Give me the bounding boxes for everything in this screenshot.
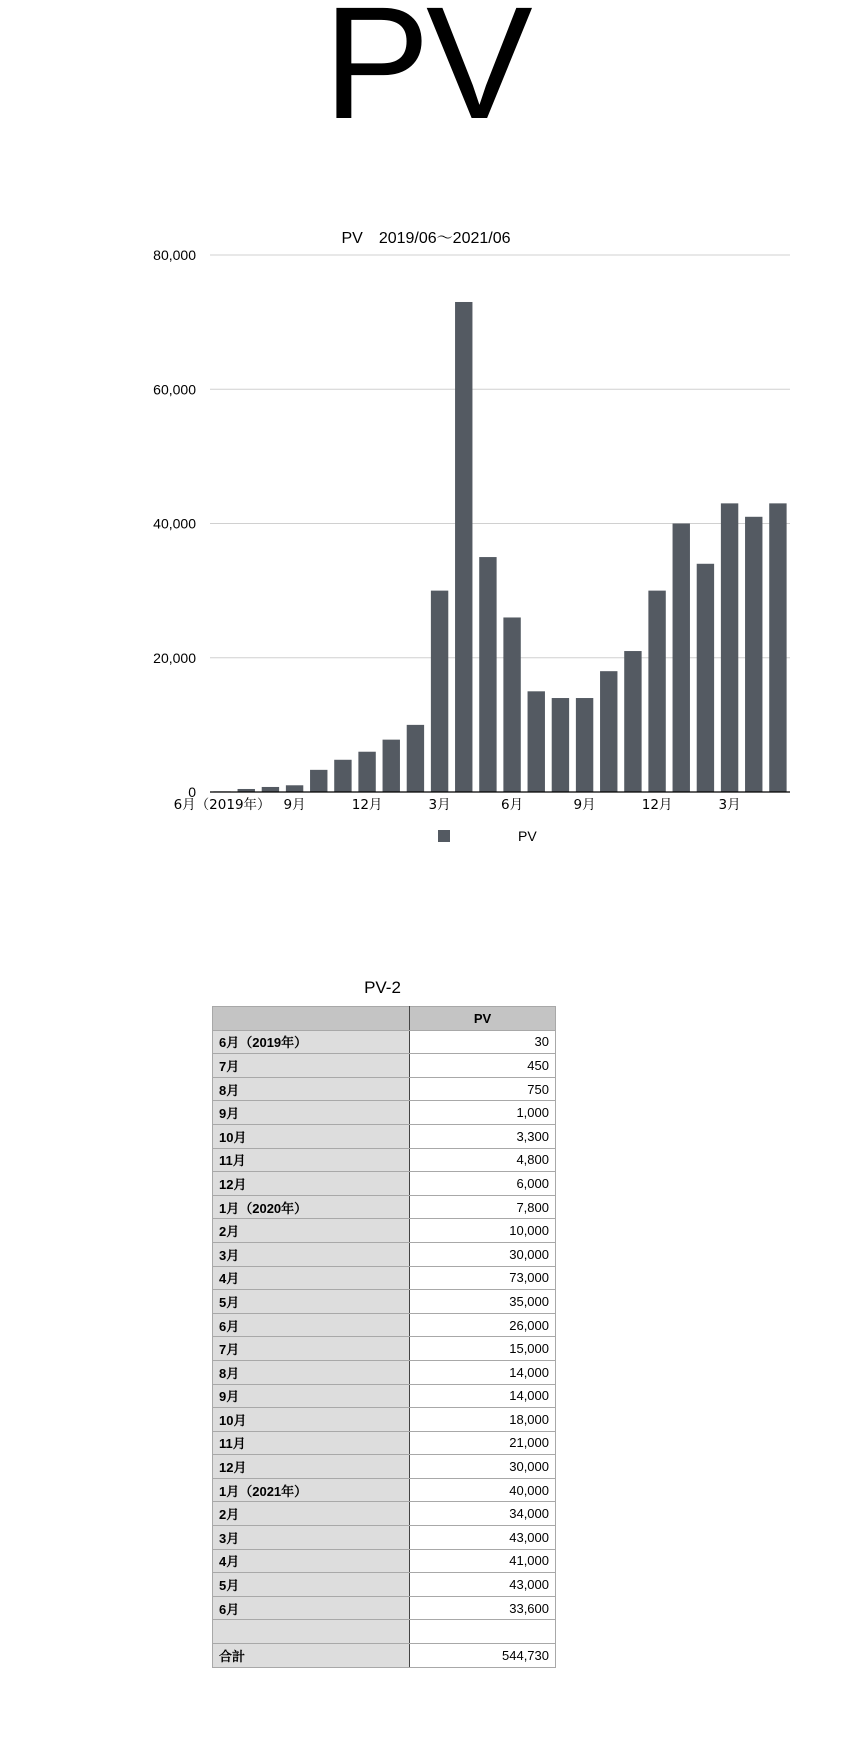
table-row-value: 26,000 xyxy=(410,1313,556,1337)
table-row-label: 4月 xyxy=(213,1266,410,1290)
table-row-label: 2月 xyxy=(213,1219,410,1243)
y-tick-label: 20,000 xyxy=(153,649,196,666)
x-tick-label: 3月 xyxy=(718,797,741,813)
table-row-label: 3月 xyxy=(213,1242,410,1266)
table-row xyxy=(213,1644,556,1668)
table-row-label: 11月 xyxy=(213,1431,410,1455)
table-row-value: 10,000 xyxy=(410,1219,556,1243)
table-row-value: 7,800 xyxy=(410,1195,556,1219)
bar-7月 xyxy=(528,691,545,792)
table-row-value: 18,000 xyxy=(410,1408,556,1432)
table-row-label: 2月 xyxy=(213,1502,410,1526)
pv-data-table xyxy=(212,1006,556,1668)
table-row-value: 14,000 xyxy=(410,1360,556,1384)
table-row xyxy=(213,1030,556,1054)
bar-11月 xyxy=(334,760,351,792)
table-row-value: 15,000 xyxy=(410,1337,556,1361)
table-row-value: 33,600 xyxy=(410,1596,556,1620)
table-row xyxy=(213,1478,556,1502)
table-row-label: 3月 xyxy=(213,1526,410,1550)
legend-swatch xyxy=(438,830,450,842)
bar-10月 xyxy=(600,671,617,792)
table-row-label: 6月（2019年） xyxy=(213,1030,410,1054)
bar-9月 xyxy=(576,698,593,792)
table-row-value: 4,800 xyxy=(410,1148,556,1172)
chart-title: PV 2019/06〜2021/06 xyxy=(341,230,511,247)
table-row-value: 6,000 xyxy=(410,1172,556,1196)
x-tick-label: 6月（2019年） xyxy=(173,797,271,813)
table-row xyxy=(213,1431,556,1455)
bar-1月（2021年） xyxy=(673,524,690,793)
bar-4月 xyxy=(455,302,472,792)
table-row xyxy=(213,1408,556,1432)
table-row-label: 1月（2020年） xyxy=(213,1195,410,1219)
x-tick-label: 3月 xyxy=(428,797,451,813)
y-tick-label: 40,000 xyxy=(153,515,196,532)
bar-12月 xyxy=(358,752,375,792)
table-row xyxy=(213,1549,556,1573)
table-row-value: 73,000 xyxy=(410,1266,556,1290)
table-row-label: 9月 xyxy=(213,1101,410,1125)
bar-5月 xyxy=(769,503,786,792)
table-row xyxy=(213,1148,556,1172)
bar-8月 xyxy=(552,698,569,792)
table-header-corner xyxy=(213,1007,410,1031)
bar-4月 xyxy=(745,517,762,792)
x-tick-label: 9月 xyxy=(283,797,306,813)
table-row xyxy=(213,1124,556,1148)
table-row-value: 3,300 xyxy=(410,1124,556,1148)
table-header-pv: PV xyxy=(410,1007,556,1031)
table-row-label: 8月 xyxy=(213,1360,410,1384)
x-tick-label: 6月 xyxy=(501,797,524,813)
pv-bar-chart xyxy=(0,215,852,865)
table-row-value: 35,000 xyxy=(410,1290,556,1314)
table-row-value: 21,000 xyxy=(410,1431,556,1455)
table-row-value: 14,000 xyxy=(410,1384,556,1408)
table-row xyxy=(213,1596,556,1620)
table-title: PV-2 xyxy=(364,978,401,997)
table-row-label: 6月 xyxy=(213,1596,410,1620)
table-row-value: 30,000 xyxy=(410,1242,556,1266)
legend-label: PV xyxy=(518,828,537,844)
x-tick-label: 9月 xyxy=(573,797,596,813)
bar-10月 xyxy=(310,770,327,792)
table-row-label: 11月 xyxy=(213,1148,410,1172)
bar-3月 xyxy=(431,591,448,792)
table-row-label: 12月 xyxy=(213,1172,410,1196)
table-row xyxy=(213,1502,556,1526)
table-row xyxy=(213,1101,556,1125)
table-row-value: 750 xyxy=(410,1077,556,1101)
table-row xyxy=(213,1195,556,1219)
table-row xyxy=(213,1266,556,1290)
table-row-label: 5月 xyxy=(213,1290,410,1314)
table-row-label: 10月 xyxy=(213,1124,410,1148)
table-row xyxy=(213,1573,556,1597)
table-row-label: 合計 xyxy=(213,1644,410,1668)
table-row-label: 7月 xyxy=(213,1337,410,1361)
table-row xyxy=(213,1242,556,1266)
table-row xyxy=(213,1337,556,1361)
table-header-row xyxy=(213,1007,556,1031)
table-row xyxy=(213,1313,556,1337)
bar-8月 xyxy=(262,787,279,792)
table-row xyxy=(213,1172,556,1196)
table-blank-row xyxy=(213,1620,556,1644)
table-row xyxy=(213,1360,556,1384)
table-row-value: 34,000 xyxy=(410,1502,556,1526)
bar-2月 xyxy=(697,564,714,792)
table-row xyxy=(213,1526,556,1550)
table-row-value: 30 xyxy=(410,1030,556,1054)
table-row-value xyxy=(410,1620,556,1644)
x-tick-label: 12月 xyxy=(351,797,383,813)
table-row xyxy=(213,1384,556,1408)
bar-6月 xyxy=(503,617,520,792)
table-row-value: 544,730 xyxy=(410,1644,556,1668)
x-tick-label: 12月 xyxy=(641,797,673,813)
bar-9月 xyxy=(286,785,303,792)
bar-11月 xyxy=(624,651,641,792)
y-tick-label: 0 xyxy=(188,784,196,800)
y-tick-label: 60,000 xyxy=(153,381,196,398)
table-row xyxy=(213,1219,556,1243)
table-row-label: 7月 xyxy=(213,1054,410,1078)
table-row-label: 6月 xyxy=(213,1313,410,1337)
bar-2月 xyxy=(407,725,424,792)
table-row-value: 40,000 xyxy=(410,1478,556,1502)
table-row-label: 8月 xyxy=(213,1077,410,1101)
table-row xyxy=(213,1455,556,1479)
bar-5月 xyxy=(479,557,496,792)
table-row-value: 41,000 xyxy=(410,1549,556,1573)
bar-12月 xyxy=(648,591,665,792)
table-row-label: 4月 xyxy=(213,1549,410,1573)
bar-3月 xyxy=(721,503,738,792)
table-row xyxy=(213,1290,556,1314)
table-row-label: 9月 xyxy=(213,1384,410,1408)
bar-1月（2020年） xyxy=(383,740,400,792)
table-row-label xyxy=(213,1620,410,1644)
table-row-value: 43,000 xyxy=(410,1573,556,1597)
table-row-label: 12月 xyxy=(213,1455,410,1479)
table-row-value: 30,000 xyxy=(410,1455,556,1479)
table-row-label: 10月 xyxy=(213,1408,410,1432)
table-row-label: 5月 xyxy=(213,1573,410,1597)
table-body xyxy=(213,1030,556,1667)
table-row-label: 1月（2021年） xyxy=(213,1478,410,1502)
table-row-value: 1,000 xyxy=(410,1101,556,1125)
table-row xyxy=(213,1077,556,1101)
table-row-value: 450 xyxy=(410,1054,556,1078)
y-tick-label: 80,000 xyxy=(153,247,196,263)
table-row-value: 43,000 xyxy=(410,1526,556,1550)
table-row xyxy=(213,1054,556,1078)
page-title: PV xyxy=(323,0,529,152)
